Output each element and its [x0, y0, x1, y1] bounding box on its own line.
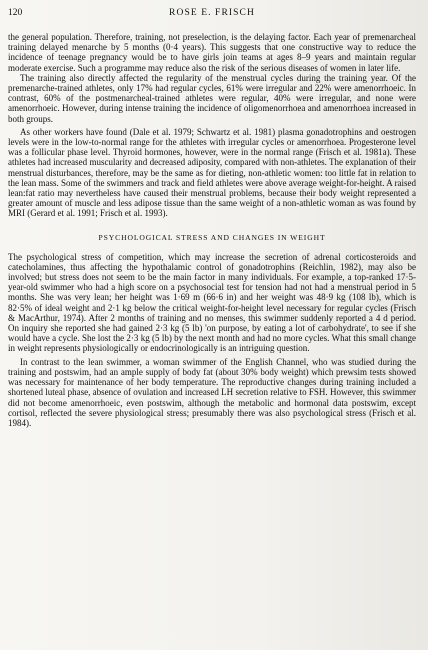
paragraph-channel-swimmer: In contrast to the lean swimmer, a woman swimmer of the English Channel, who was studied during the training and postswim, had an ample supply of body fat (about 30% body weight) which prewsim tests showed was necessary for maintenance of her body temperature. The reproductive changes during training included a shortened luteal phase, absence of ovulation and increased LH secretion relative to FSH. However, this swimmer did not become amenorrhoeic, even postswim, although the metabolic and hormonal data postswim, except cortisol, reflected the severe physiological stress; presumably there was also psychological stress (Frisch et al. 1984).	[8, 356, 416, 428]
paragraph-psychological-stress: The psychological stress of competition, which may increase the secretion of adrenal corticosteroids and catecholamines, thus affecting the hypothalamic control of gonadotrophins (Reichlin, 1982), may also be involved; but stress does not seem to be the main factor in many individuals. For example, a top-ranked 17·5-year-old swimmer who had a high score on a psychosocial test for tension had not had a menstrual period in 5 months. She was very lean; her height was 1·69 m (66·6 in) and her weight was 48·9 kg (108 lb), which is 82·5% of ideal weight and 2·1 kg below the critical weight-for-height level necessary for regular cycles (Frisch & MacArthur, 1974). After 2 months of training and no menses, this swimmer suddenly reported a 4 d period. On inquiry she reported she had gained 2·3 kg (5 lb) 'on purpose, by eating a lot of carbohydrate', to see if she would have a cycle. She lost the 2·3 kg (5 lb) by the next month and had no more cycles. What this small change in weight represents physiologically or endocrinologically is an intriguing question.	[8, 251, 416, 354]
running-head	[8, 8, 416, 26]
running-title: ROSE E. FRISCH	[169, 8, 255, 18]
section-heading: PSYCHOLOGICAL STRESS AND CHANGES IN WEIGHT	[98, 232, 326, 242]
page-number: 120	[8, 8, 23, 18]
paragraph-menstrual-regularity: The training also directly affected the regularity of the menstrual cycles during the training year. Of the premenarche-trained athletes, only 17% had regular cycles, 61% were irregular and 22% were amenorrhoeic. In contrast, 60% of the postmenarcheal-trained athletes were regular, 40% were irregular, and none were amenorrhoeic. However, during intense training the incidence of oligomenorrhoea and amenorrhoea increased in both groups.	[8, 72, 416, 124]
paragraph-training-delays-menarche: the general population. Therefore, training, not preselection, is the delaying factor. Each year of premenarcheal training delayed menarche by 5 months (0·4 years). This suggests that one constructive way to reduce the incidence of teenage pregnancy would be to have girls join teams at ages 8–9 years and maintain regular moderate exercise. Such a programme may reduce also the risk of the serious diseases of women in later life.	[8, 32, 416, 73]
paragraph-hormone-levels: As other workers have found (Dale et al. 1979; Schwartz et al. 1981) plasma gonadotrophins and oestrogen levels were in the low-to-normal range for the athletes with irregular cycles or amenorrhoea. Progesterone level was a follicular phase level. Thyroid hormones, however, were in the normal range (Frisch et al. 1981a). These athletes had increased muscularity and decreased adiposity, compared with non-athletes. The explanation of their menstrual disturbances, therefore, may be the same as for dieting, non-athletic women: too little fat in relation to the lean mass. Some of the swimmers and track and field athletes were above average weight-for-height. A raised lean:fat ratio may nevertheless have caused their menstrual problems, because their body weight represented a greater amount of muscle and less adipose tissue than the same weight of a non-athletic woman as was found by MRI (Gerard et al. 1991; Frisch et al. 1993).	[8, 126, 416, 219]
